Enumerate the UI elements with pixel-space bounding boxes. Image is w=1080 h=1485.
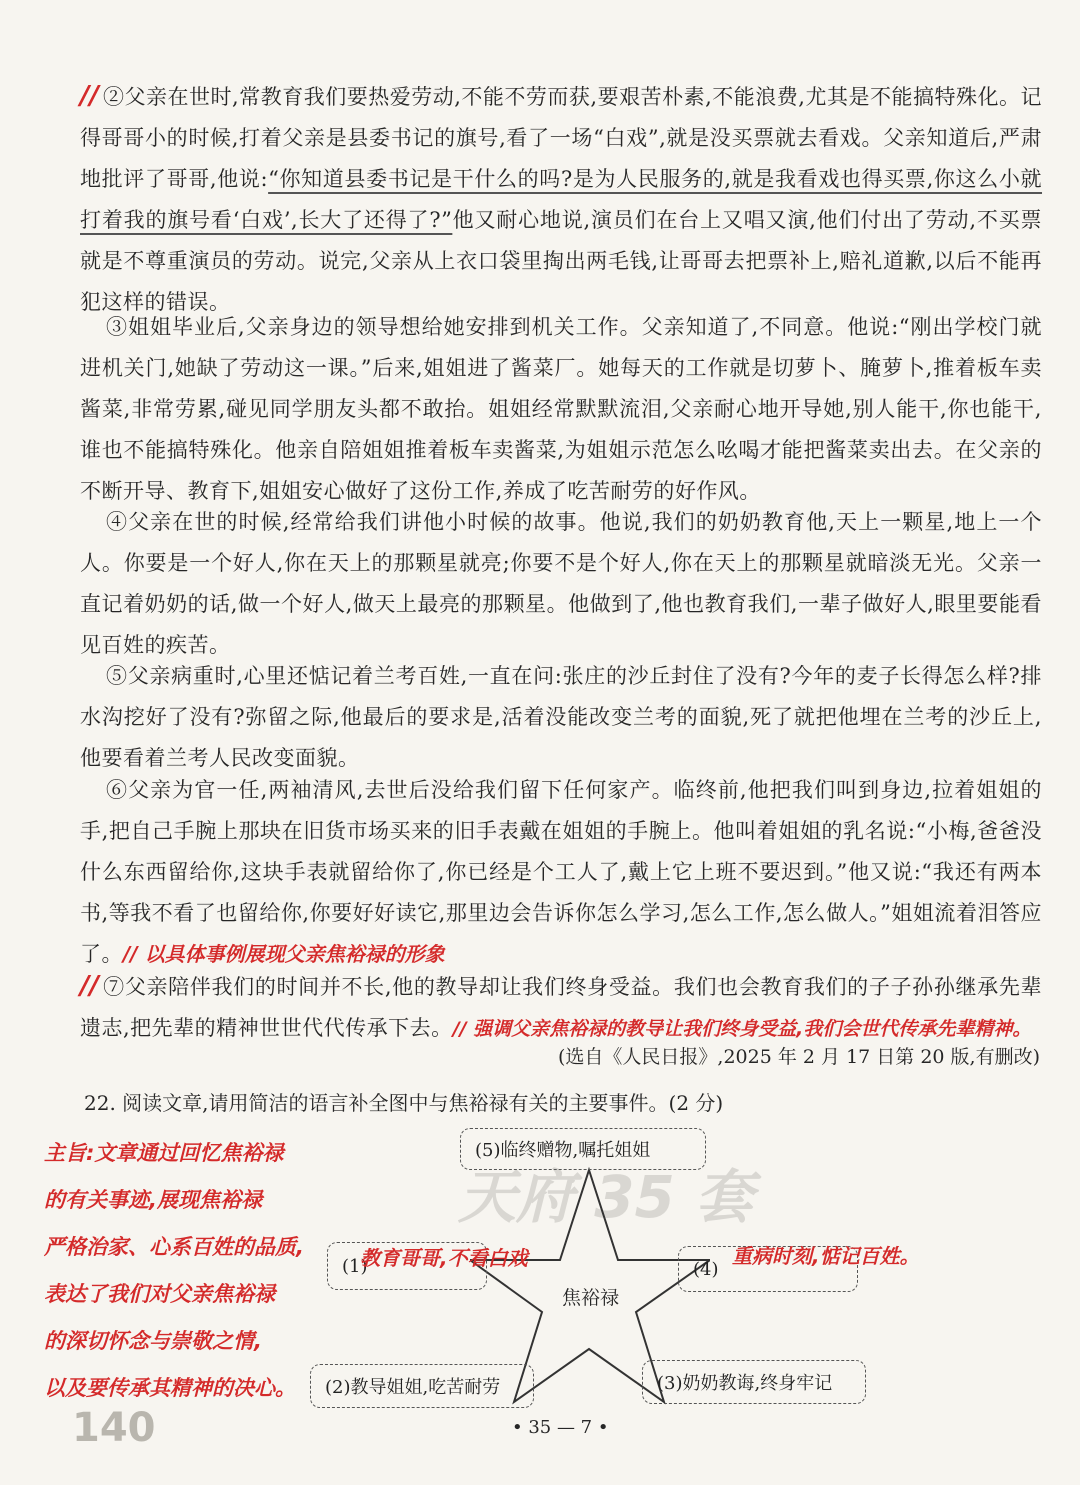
paragraph-3: ③姐姐毕业后,父亲身边的领导想给她安排到机关工作。父亲知道了,不同意。他说:“刚出学校门就进机关门,她缺了劳动这一课。”后来,姐姐进了酱菜厂。她每天的工作就是切萝卜、腌萝卜,推着板车卖酱菜,非常劳累,碰见同学朋友头都不敢抬。姐姐经常默默流泪,父亲耐心地开导她,别人能干,你也能干,谁也不能搞特殊化。他亲自陪姐姐推着板车卖酱菜,为姐姐示范怎么吆喝才能把酱菜卖出去。在父亲的不断开导、教育下,姐姐安心做好了这份工作,养成了吃苦耐劳的好作风。 <box>80 315 1042 503</box>
handwritten-answer-4: 重病时刻,惦记百姓。 <box>732 1244 920 1268</box>
event-box-5: (5)临终赠物,嘱托姐姐 <box>460 1128 706 1170</box>
handwritten-answer-1: 教育哥哥,不看白戏 <box>360 1246 528 1270</box>
margin-note-line: 的深切怀念与崇敬之情, <box>44 1329 262 1353</box>
page-footer: • 35 — 7 • <box>512 1417 609 1438</box>
paragraph-4: ④父亲在世的时候,经常给我们讲他小时候的故事。他说,我们的奶奶教育他,天上一颗星,地上一个人。你要是一个好人,你在天上的那颗星就亮;你要不是个好人,你在天上的那颗星就暗淡无光。父亲一直记着奶奶的话,做一个好人,做天上最亮的那颗星。他做到了,他也教育我们,一辈子做好人,眼里要能看见百姓的疾苦。 <box>80 510 1042 657</box>
margin-note-line: 表达了我们对父亲焦裕禄 <box>44 1282 275 1306</box>
margin-note-line: 的有关事迹,展现焦裕禄 <box>44 1188 262 1212</box>
event-box-2: (2)教导姐姐,吃苦耐劳 <box>310 1364 534 1408</box>
event-box-4-label: (4) <box>693 1258 719 1280</box>
paragraph-7-text: ⑦父亲陪伴我们的时间并不长,他的教导却让我们终身受益。我们也会教育我们的子子孙孙继承先辈遗志,把先辈的精神世世代代传承下去。 <box>80 975 1042 1040</box>
source-citation: (选自《人民日报》,2025 年 2 月 17 日第 20 版,有删改) <box>558 1046 1040 1068</box>
question-22: 22. 阅读文章,请用简洁的语言补全图中与焦裕禄有关的主要事件。(2 分) <box>84 1091 724 1115</box>
diagram-center-label: 焦裕禄 <box>562 1287 620 1309</box>
handwritten-note-p6: // 以具体事例展现父亲焦裕禄的形象 <box>123 942 445 966</box>
annotation-mark: // <box>80 81 99 111</box>
paragraph-6-text: ⑥父亲为官一任,两袖清风,去世后没给我们留下任何家产。临终前,他把我们叫到身边,拉着姐姐的手,把自己手腕上那块在旧货市场买来的旧手表戴在姐姐的手腕上。他叫着姐姐的乳名说:“小梅,爸爸没什么东西留给你,这块手表就留给你了,你已经是个工人了,戴上它上班不要迟到。”他又说:“我还有两本书,等我不看了也留给你,你要好好读它,那里边会告诉你怎么学习,怎么工作,怎么做人。”姐姐流着泪答应了。 <box>80 778 1042 966</box>
paragraph-5: ⑤父亲病重时,心里还惦记着兰考百姓,一直在问:张庄的沙丘封住了没有?今年的麦子长得怎么样?排水沟挖好了没有?弥留之际,他最后的要求是,活着没能改变兰考的面貌,死了就把他埋在兰考的沙丘上,他要看着兰考人民改变面貌。 <box>80 664 1042 770</box>
paragraph-2-end: 他又耐心地说,演员们在台上又唱又演,他们付出了劳动,不买票就是不尊重演员的劳动。说完,父亲从上衣口袋里掏出两毛钱,让哥哥去把票补上,赔礼道歉,以后不能再犯这样的错误。 <box>80 208 1042 314</box>
paragraph-7 <box>80 966 1042 1050</box>
publisher-watermark: 天府 35 套 <box>458 1163 754 1231</box>
underlined-quote: “你知道县委书记是干什么的吗?是为人民服务的,就是我看戏也得买票,你这么小就打着我的旗号看‘白戏’,长大了还得了?” <box>80 167 1043 232</box>
handwritten-note-p7: // 强调父亲焦裕禄的教导让我们终身受益,我们会世代传承先辈精神。 <box>452 1018 1032 1040</box>
margin-note-line: 严格治家、心系百姓的品质, <box>44 1235 304 1259</box>
event-box-1-label: (1) <box>342 1255 368 1277</box>
event-box-3: (3)奶奶教诲,终身牢记 <box>642 1360 866 1404</box>
margin-summary-note <box>44 1130 334 1412</box>
paragraph-2 <box>80 76 1042 323</box>
paragraph-6 <box>80 770 1042 975</box>
annotation-mark: // <box>80 971 99 1001</box>
paragraph-2-start: ②父亲在世时,常教育我们要热爱劳动,不能不劳而获,要艰苦朴素,不能浪费,尤其是不能搞特殊化。记得哥哥小的时候,打着父亲是县委书记的旗号,看了一场“白戏”,就是没买票就去看戏。父亲知道后,严肃地批评了哥哥,他说: <box>80 85 1042 191</box>
margin-note-line: 主旨:文章通过回忆焦裕禄 <box>44 1141 284 1165</box>
margin-note-line: 以及要传承其精神的决心。 <box>44 1376 296 1400</box>
page-number: 140 <box>72 1405 156 1451</box>
